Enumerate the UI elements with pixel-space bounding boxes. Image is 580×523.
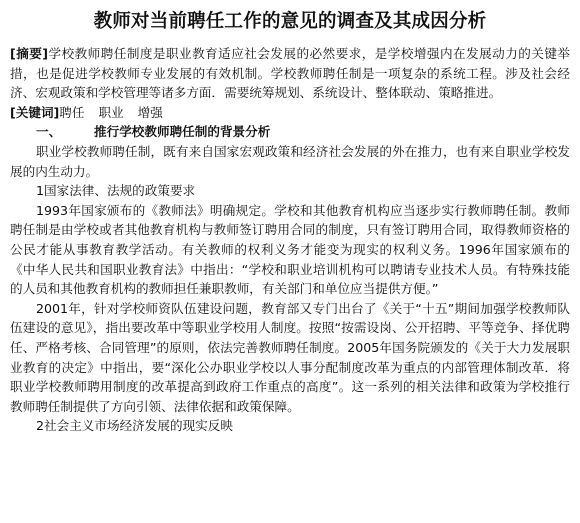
body-paragraph: 1993年国家颁布的《教师法》明确规定。学校和其他教育机构应当逐步实行教师聘任制。教师聘任制是由学校或者其他教育机构与教师签订聘用合同的制度，只有签订聘用合同，取得教师资格的公民才能从事教育教学活动。有关教师的权利义务才能变为现实的权利义务。1996年国家颁布的《中华人民共和国职业教育法》中指出：“学校和职业培训机构可以聘请专业技术人员。有特殊技能的人员和其他教育机构的教师担任兼职教师，有关部门和单位应当提供方便。” — [10, 202, 570, 297]
body-paragraph: 职业学校教师聘任制，既有来自国家宏观政策和经济社会发展的外在推力，也有来自职业学校发展的内生动力。 — [10, 143, 570, 179]
section-heading — [10, 122, 570, 142]
section-title: 推行学校教师聘任制的背景分析 — [94, 124, 271, 140]
subsection-heading: 2社会主义市场经济发展的现实反映 — [36, 418, 233, 434]
keywords-line — [10, 103, 570, 123]
abstract-paragraph — [10, 44, 570, 103]
subsection-heading: 1国家法律、法规的政策要求 — [36, 183, 196, 199]
document-title: 教师对当前聘任工作的意见的调查及其成因分析 — [93, 11, 487, 32]
keyword-item: 职业 — [98, 104, 124, 120]
keyword-item: 增强 — [137, 104, 163, 120]
section-number: 一、 — [36, 124, 62, 140]
keywords-label: [关键词] — [10, 104, 60, 120]
keyword-item: 聘任 — [59, 104, 85, 120]
abstract-label: [摘要] — [10, 46, 49, 61]
abstract-text: 学校教师聘任制度是职业教育适应社会发展的必然要求，是学校增强内在发展动力的关键举措，也是促进学校教师专业发展的有效机制。学校教师聘任制是一项复杂的系统工程。涉及社会经济、宏观政策和学校管理等诸多方面．需要统筹规划、系统设计、整体联动、策略推进。 — [10, 46, 571, 101]
body-paragraph: 2001年，针对学校师资队伍建设问题，教育部又专门出台了《关于“十五”期间加强学校教师队伍建设的意见》，指出要改革中等职业学校用人制度。按照“按需设岗、公开招聘、平等竞争、择优聘任、严格考核、合同管理”的原则，依法完善教师聘任制度。2005年国务院颁发的《关于大力发展职业教育的决定》中指出，要“深化公办职业学校以人事分配制度改革为重点的内部管理体制改革．将职业学校教师聘用制度的改革提高到政府工作重点的高度”。这一系列的相关法律和政策为学校推行教师聘任制提供了方向引领、法律依据和政策保障。 — [10, 300, 570, 414]
